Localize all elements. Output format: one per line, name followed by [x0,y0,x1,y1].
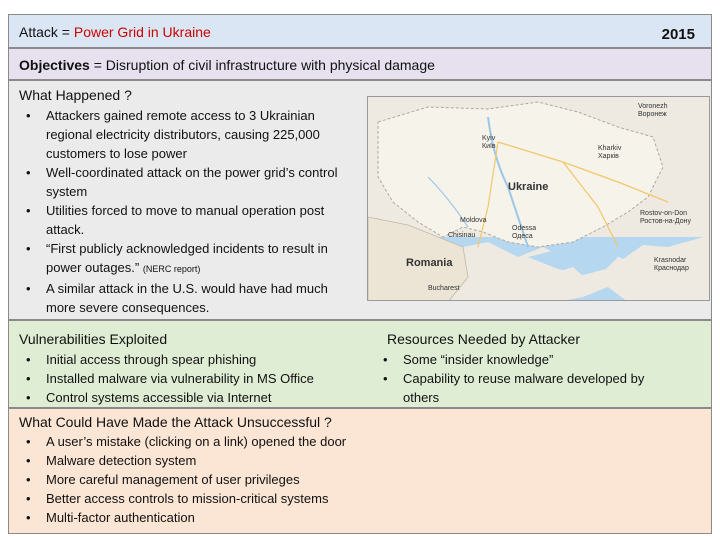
map-label-kharkiv: Kharkiv Харків [598,145,622,160]
attack-label: Attack = [19,24,74,40]
list-item: • Installed malware via vulnerability in MS Office [20,369,370,388]
map-label-rostov: Rostov-on-Don Ростов-на-Дону [640,210,691,225]
list-item: • Initial access through spear phishing [20,350,370,369]
list-item: • Better access controls to mission-critical systems [20,489,420,508]
list-item: • Attackers gained remote access to 3 Ukrainian regional electricity distributors, causing 225,000 customers to lose power [20,106,360,163]
list-item: • Some “insider knowledge” [377,350,677,369]
list-item: • Well-coordinated attack on the power grid’s control system [20,163,360,201]
year: 2015 [661,26,695,43]
header-bar [8,14,712,48]
map-label-moldova: Moldova [460,217,487,224]
what-happened-list [20,106,360,317]
map-label-kyiv: Kyiv Київ [482,135,496,150]
ukraine-map [367,96,710,301]
list-item: • Control systems accessible via Internet [20,388,370,407]
list-item: • A similar attack in the U.S. would have had much more severe consequences. [20,279,360,317]
list-item: • Capability to reuse malware developed by others [377,369,677,407]
list-item [20,239,360,279]
list-item: • Utilities forced to move to manual operation post attack. [20,201,360,239]
objectives-value: = Disruption of civil infrastructure with physical damage [89,57,435,73]
objectives-label: Objectives [19,57,90,73]
objectives-bar [8,48,712,80]
map-label-ukraine: Ukraine [508,181,549,193]
nerc-note: (NERC report) [142,264,201,274]
attack-value: Power Grid in Ukraine [73,24,211,40]
map-label-bucharest: Bucharest [428,285,460,292]
map-label-odessa: Odessa Одеса [512,225,537,240]
attack-title [19,24,211,40]
could-have-list [20,432,420,527]
list-item: • Multi-factor authentication [20,508,420,527]
list-item: • More careful management of user privileges [20,470,420,489]
quote-text: “First publicly acknowledged incidents to result in power outages.” [46,241,328,275]
resources-list [377,350,677,407]
vulnerabilities-heading: Vulnerabilities Exploited [19,331,168,347]
map-label-krasnodar: Krasnodar Краснодар [654,257,689,272]
could-have-heading: What Could Have Made the Attack Unsuccessful ? [19,414,332,430]
list-item: • Malware detection system [20,451,420,470]
list-item: • A user’s mistake (clicking on a link) opened the door [20,432,420,451]
map-label-romania: Romania [406,257,453,269]
objectives-text [19,57,435,73]
map-label-voronezh: Voronezh Воронеж [638,103,668,118]
resources-heading: Resources Needed by Attacker [387,331,580,347]
what-happened-heading: What Happened ? [19,87,132,103]
map-label-chisinau: Chisinau [448,232,476,239]
vulnerabilities-list [20,350,370,407]
